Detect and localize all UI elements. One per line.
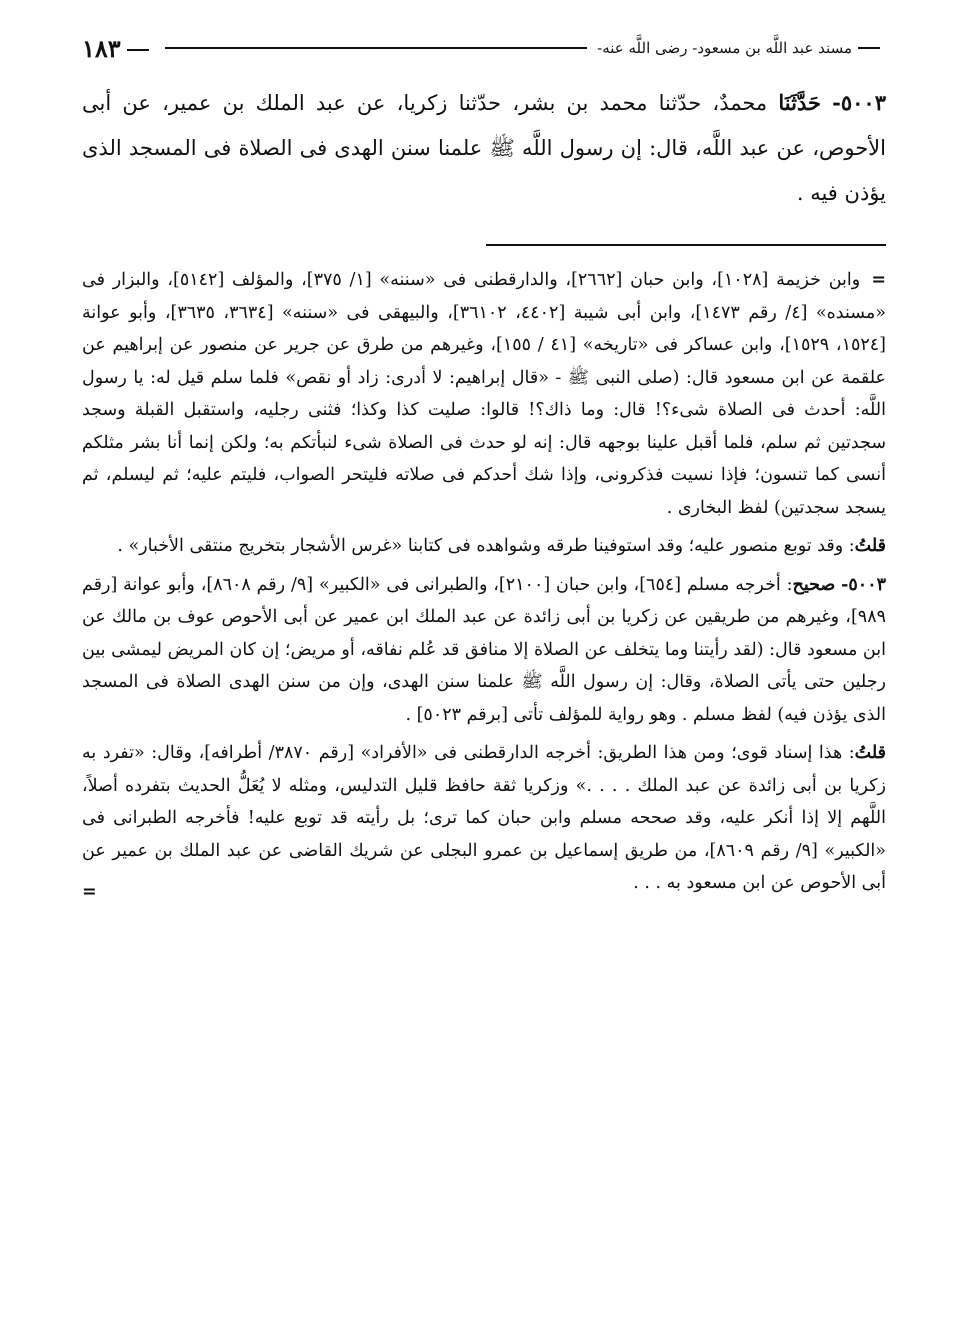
takhrij-entry (82, 569, 886, 732)
continuation-marker: = (871, 270, 886, 290)
end-continuation-marker: = (82, 881, 97, 902)
header-dash-left (127, 49, 149, 51)
qultu-text-2: : هذا إسناد قوى؛ ومن هذا الطريق: أخرجه الدارقطنى فى «الأفراد» [رقم ٣٨٧٠/ أطرافه]، وقال: «تفرد به زكريا بن أبى زائدة عن عبد الملك . . . .» وزكريا ثقة حافظ قليل التدليس، ومثله لا يُعَلُّ الحديث بتفرده أصلاً، اللَّهم إلا إذا أنكر عليه، وقد صححه مسلم وابن حبان كما ترى؛ بل رأيته قد توبع عليه! فأخرجه الطبرانى فى «الكبير» [٩/ رقم ٨٦٠٩]، من طريق إسماعيل بن عمرو البجلى عن شريك القاضى عن عبد الملك بن عمير عن أبى الأحوص عن ابن مسعود به . . . (82, 743, 886, 893)
header-dash-right (858, 47, 880, 49)
entry-number: ٥٠٠٣- (841, 574, 887, 595)
running-title: مسند عبد اللَّه بن مسعود- رضى اللَّه عنه- (597, 39, 852, 57)
running-header (82, 30, 886, 66)
footnote-divider (486, 244, 886, 246)
footnote-continuation (82, 264, 886, 524)
qultu-note-1 (82, 530, 886, 563)
header-rule (165, 47, 587, 49)
hadith-number: ٥٠٠٣- (832, 90, 886, 115)
hadith-opening: حَدَّثَنَا (778, 90, 821, 115)
page-number: ١٨٣ (82, 34, 155, 63)
qultu-label-2: قلتُ (854, 743, 886, 763)
footnotes (82, 264, 886, 908)
continuation-text: وابن خزيمة [١٠٢٨]، وابن حبان [٢٦٦٢]، والدارقطنى فى «سننه» [١/ ٣٧٥]، والمؤلف [٥١٤٢]، والبزار فى «مسنده» [٤/ رقم ١٤٧٣]، وابن أبى شيبة [٤٤٠٢، ٣٦١٠٢]، والبيهقى فى «سننه» [٣٦٣٤، ٣٦٣٥]، وأبو عوانة [١٥٢٤، ١٥٢٩]، وابن عساكر فى «تاريخه» [٤١ / ١٥٥]، وغيرهم من طرق عن جرير عن منصور عن إبراهيم عن علقمة عن ابن مسعود قال: (صلى النبى ﷺ - «قال إبراهيم: لا أدرى: زاد أو نقص» فلما سلم قيل له: يا رسول اللَّه: أحدث فى الصلاة شىء؟! قال: وما ذاك؟! قالوا: صليت كذا وكذا؛ فثنى رجليه، واستقبل القبلة وسجد سجدتين ثم سلم، فلما أقبل علينا بوجهه قال: إنه لو حدث فى الصلاة شىء لنبأتكم به؛ ولكن إنما أنا بشر مثلكم أنسى كما تنسون؛ فإذا نسيت فذكرونى، وإذا شك أحدكم فى صلاته فليتحر الصواب، فليتم عليه؛ ثم ليسلم، ثم يسجد سجدتين) لفظ البخارى . (82, 270, 886, 518)
entry-text: : أخرجه مسلم [٦٥٤]، وابن حبان [٢١٠٠]، والطبرانى فى «الكبير» [٩/ رقم ٨٦٠٨]، وأبو عوانة [رقم ٩٨٩]، وغيرهم من طريقين عن زكريا بن أبى زائدة عن عبد الملك ابن عمير عن أبى الأحوص عوف بن مالك عن ابن مسعود قال: (لقد رأيتنا وما يتخلف عن الصلاة إلا منافق قد عُلم نفاقه، أو مريض؛ إن كان المريض ليمشى بين رجلين حتى يأتى الصلاة، وقال: إن رسول اللَّه ﷺ علمنا سنن الهدى، وإن من سنن الهدى الصلاة فى المسجد الذى يؤذن فيه) لفظ مسلم . وهو رواية للمؤلف تأتى [برقم ٥٠٢٣] . (82, 574, 886, 725)
qultu-text-1: : وقد توبع منصور عليه؛ وقد استوفينا طرقه وشواهده فى كتابنا «غرس الأشجار بتخريج منتقى الأخبار» . (117, 536, 855, 556)
qultu-label-1: قلتُ (854, 536, 886, 556)
hadith-text (82, 80, 886, 216)
hadith-body: محمدٌ، حدّثنا محمد بن بشر، حدّثنا زكريا، عن عبد الملك بن عمير، عن أبى الأحوص، عن عبد اللَّه، قال: إن رسول اللَّه ﷺ علمنا سنن الهدى فى الصلاة فى المسجد الذى يؤذن فيه . (82, 91, 886, 205)
entry-grade: صحيح (792, 574, 836, 595)
